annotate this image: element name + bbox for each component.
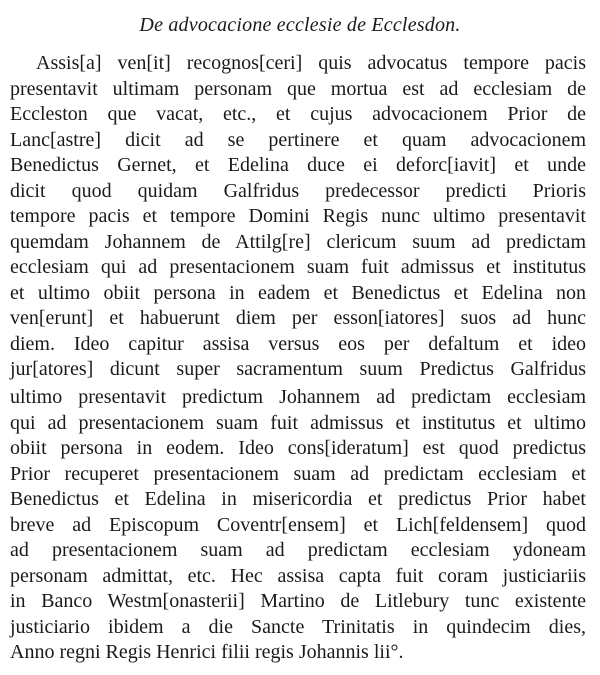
text-line: justiciario ibidem a die Sancte Trinitatis in quindecim dies,	[10, 616, 586, 638]
text-line: Assis[a] ven[it] recognos[ceri] quis advocatus tempore pacis	[36, 52, 586, 74]
text-line: obiit persona in eodem. Ideo cons[ideratum] est quod predictus	[10, 437, 586, 459]
text-line: dicit quod quidam Galfridus predecessor predicti Prioris	[10, 180, 586, 202]
text-line: breve ad Episcopum Coventr[ensem] et Lich[feldensem] quod	[10, 514, 586, 536]
text-line: diem. Ideo capitur assisa versus eos per defaltum et ideo	[10, 333, 586, 355]
text-line: personam admittat, etc. Hec assisa capta fuit coram justiciariis	[10, 565, 586, 587]
text-line: Eccleston que vacat, etc., et cujus advocacionem Prior de	[10, 103, 586, 125]
text-line: Benedictus et Edelina in misericordia et predictus Prior habet	[10, 488, 586, 510]
text-line: ven[erunt] et habuerunt diem per esson[iatores] suos ad hunc	[10, 307, 586, 329]
text-line: et ultimo obiit persona in eadem et Benedictus et Edelina non	[10, 282, 586, 304]
text-line: Benedictus Gernet, et Edelina duce ei deforc[iavit] et unde	[10, 154, 586, 176]
text-line: qui ad presentacionem suam fuit admissus et institutus et ultimo	[10, 412, 586, 434]
text-line: jur[atores] dicunt super sacramentum suum Predictus Galfridus	[10, 358, 586, 380]
text-line: in Banco Westm[onasterii] Martino de Litlebury tunc existente	[10, 590, 586, 612]
text-line: ultimo presentavit predictum Johannem ad predictam ecclesiam	[10, 386, 586, 408]
text-line: ad presentacionem suam ad predictam ecclesiam ydoneam	[10, 539, 586, 561]
text-line: Prior recuperet presentacionem suam ad predictam ecclesiam et	[10, 463, 586, 485]
text-line: Anno regni Regis Henrici filii regis Johannis lii°.	[10, 641, 404, 663]
text-line: ecclesiam qui ad presentacionem suam fuit admissus et institutus	[10, 256, 586, 278]
text-line: presentavit ultimam personam que mortua est ad ecclesiam de	[10, 78, 586, 100]
section-heading: De advocacione ecclesie de Ecclesdon.	[139, 14, 461, 36]
text-line: Lanc[astre] dicit ad se pertinere et quam advocacionem	[10, 129, 586, 151]
text-line: tempore pacis et tempore Domini Regis nunc ultimo presentavit	[10, 205, 586, 227]
text-line: quemdam Johannem de Attilg[re] clericum suum ad predictam	[10, 231, 586, 253]
